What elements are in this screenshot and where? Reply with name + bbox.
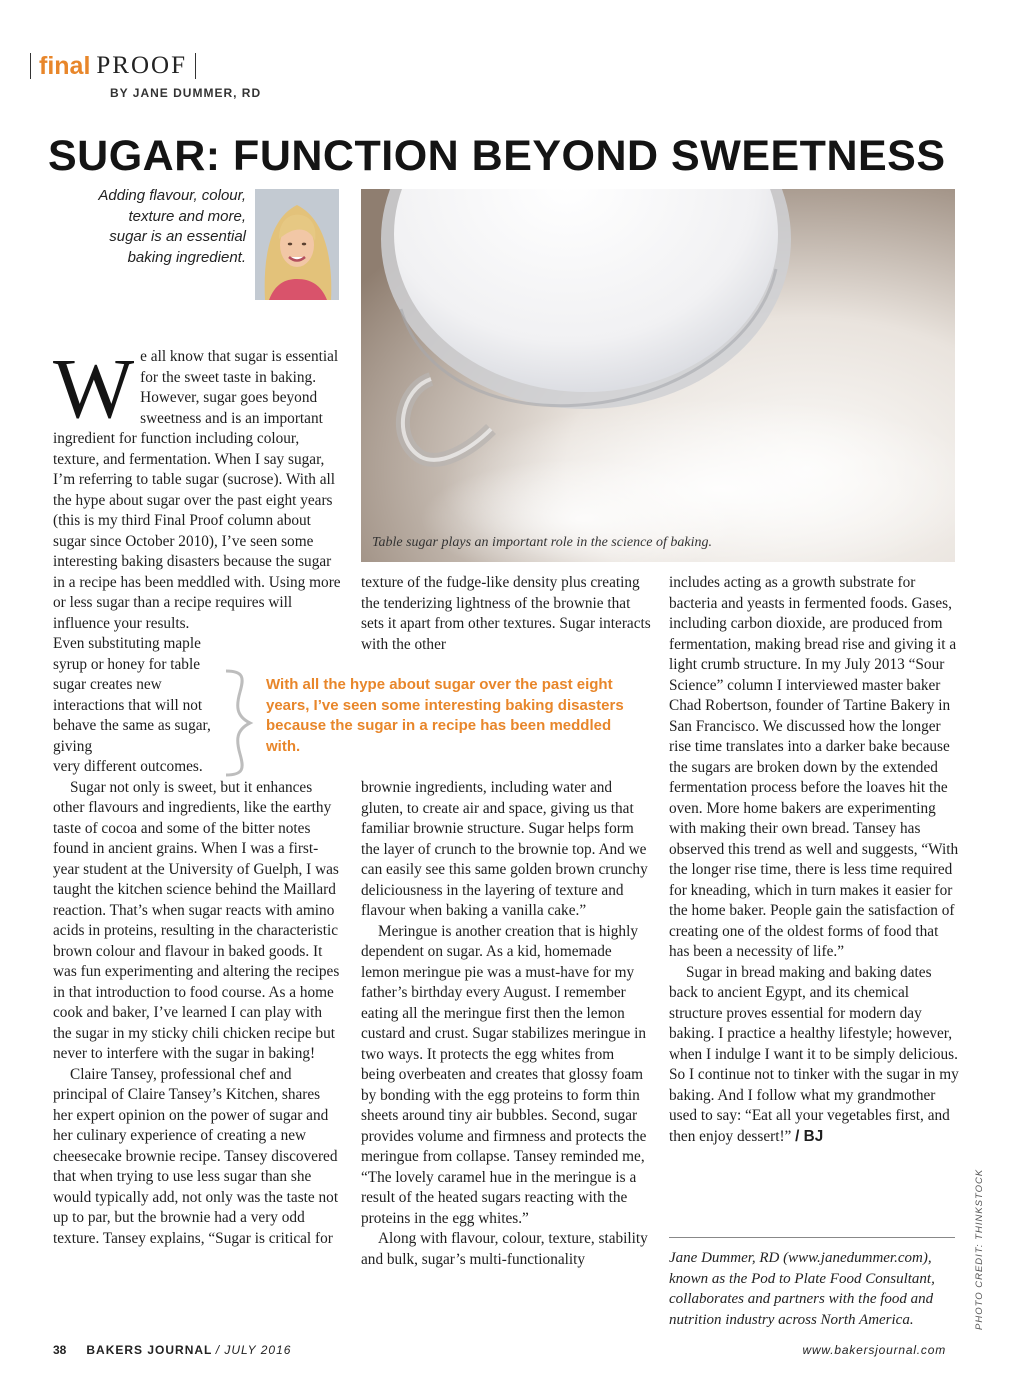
photo-credit: PHOTO CREDIT: THINKSTOCK xyxy=(974,1168,985,1330)
column-1 xyxy=(53,340,343,1249)
page-number: 38 xyxy=(53,1343,67,1357)
section-brand xyxy=(28,52,198,80)
paragraph: includes acting as a growth substrate for bacteria and yeasts in fermented foods. Gases, including carbon dioxide, are produced from fermentation, making bread rise and giving it a light crumb structure. In my July 2013 “Sour Science” column I interviewed master baker Chad Robertson, founder of Tartine Bakery in San Francisco. We discussed how the longer rise time translates into a darker bake because the sugars are broken down by the extended fermentation process before the loaves hit the oven. More home bakers are experimenting with making their own bread. Tansey has observed this trend as well and suggests, “With the longer rise time, there is less time required for kneading, which in turn makes it easier for the home baker. People gain the satisfaction of creating one of the oldest forms of food that has been a necessity of life.” xyxy=(669,574,959,960)
article-headline: SUGAR: FUNCTION BEYOND SWEETNESS xyxy=(48,132,946,180)
brace-icon xyxy=(220,668,254,778)
divider xyxy=(195,53,196,79)
paragraph: Sugar not only is sweet, but it enhances other flavours and ingredients, like the earthy taste of cocoa and some of the bitter notes found in ancient grains. When I was a first-year student at the University of Guelph, I was taught the kitchen science behind the Maillard reaction. That’s when sugar reacts with amino acids in proteins, resulting in the characteristic brown colour and flavour in baked goods. It was fun experimenting and altering the recipes in that introduction to food course. As a home cook and baker, I’ve learned I can play with the sugar in my sticky chili chicken recipe but never to interfere with the sugar in baking! xyxy=(53,778,340,1062)
author-photo xyxy=(255,189,339,300)
footer-left xyxy=(53,1343,291,1357)
section-name-proof: PROOF xyxy=(96,52,187,79)
paragraph: Claire Tansey, professional chef and principal of Claire Tansey’s Kitchen, shares her expert opinion on the power of sugar and her culinary experience of creating a new cheesecake brownie recipe. Tansey discovered that when trying to use less sugar than she would typically add, not only was the taste not up to par, but the brownie had a very odd texture. Tansey explains, “Sugar is critical for xyxy=(53,1065,339,1247)
divider xyxy=(30,53,31,79)
pull-quote-text: With all the hype about sugar over the past eight years, I’ve seen some interesting baking disasters because the sugar in a recipe has been meddled with. xyxy=(266,676,624,755)
column-2 xyxy=(361,778,651,1270)
paragraph-text: Sugar in bread making and baking dates back to ancient Egypt, and its chemical structure proves essential for modern day baking. I practice a healthy lifestyle; however, when I indulge I want it to be simply delicious. So I continue not to tinker with the sugar in my baking. And I follow what my grandmother used to say: “Eat all your vegetables first, and then enjoy dessert!” xyxy=(669,963,959,1145)
byline: BY JANE DUMMER, RD xyxy=(110,86,262,100)
paragraph: brownie ingredients, including water and gluten, to create air and space, giving us that familiar brownie structure. Sugar helps form the layer of crunch to the brownie top. And we can easily see this same golden brown crunchy deliciousness in the layering of texture and flavour when baking a vanilla cake.” xyxy=(361,779,648,919)
column-2-top xyxy=(361,573,651,655)
paragraph xyxy=(669,963,959,1148)
magazine-name: BAKERS JOURNAL xyxy=(86,1343,213,1357)
article-deck: Adding flavour, colour, texture and more, sugar is an essential baking ingredient. xyxy=(98,187,246,266)
paragraph: Meringue is another creation that is highly dependent on sugar. As a kid, homemade lemon meringue pie was a must-have for my father’s birthday every August. I remember eating all the meringue first then the lemon custard and crust. Sugar stabilizes meringue in two ways. It protects the egg whites from being overbeaten and creates that glossy foam by bonding with the egg proteins to form thin sheets around tiny air bubbles. Second, sugar provides volume and firmness and protects the meringue from collapse. Tansey reminded me, “The lovely caramel hue in the meringue is a result of the heated sugars reacting with the proteins in the egg whites.” xyxy=(361,922,647,1227)
column-3 xyxy=(669,573,959,1147)
bio-divider xyxy=(669,1237,955,1238)
website-url[interactable]: www.bakersjournal.com xyxy=(802,1343,946,1357)
signoff: / BJ xyxy=(795,1127,824,1145)
paragraph: texture of the fudge-like density plus creating the tenderizing lightness of the brownie that sets it apart from other textures. Sugar interacts with the other xyxy=(361,574,651,653)
paragraph-tail: very different outcomes. xyxy=(53,758,203,775)
drop-cap: W xyxy=(53,340,135,436)
paragraph-text: e all know that sugar is essential for the sweet taste in baking. However, sugar goes beyond sweetness and is an important ingredient for function including colour, texture, and fermentation. When I say sugar, I’m referring to table sugar (sucrose). With all the hype about sugar over the past eight years (this is my third Final Proof column about sugar since October 2010), I’ve seen some interesting baking disasters because the sugar in a recipe has been meddled with. Using more or less sugar than a recipe requires will influence your results. xyxy=(53,348,341,632)
section-name-final: final xyxy=(39,52,91,80)
issue-date: / JULY 2016 xyxy=(215,1343,292,1357)
paragraph xyxy=(53,340,343,634)
author-bio: Jane Dummer, RD (www.janedummer.com), known as the Pod to Plate Food Consultant, collaborates and partners with the food and nutrition industry across North America. xyxy=(669,1250,935,1328)
sugar-photo xyxy=(361,189,955,562)
photo-caption: Table sugar plays an important role in the science of baking. xyxy=(372,535,712,550)
wrapped-text: Even substituting maple syrup or honey for table sugar creates new interactions that will not behave the same as sugar, giving xyxy=(53,635,211,755)
paragraph: Along with flavour, colour, texture, stability and bulk, sugar’s multi-functionality xyxy=(361,1230,648,1268)
section-header xyxy=(28,52,198,80)
pull-quote xyxy=(220,668,624,778)
